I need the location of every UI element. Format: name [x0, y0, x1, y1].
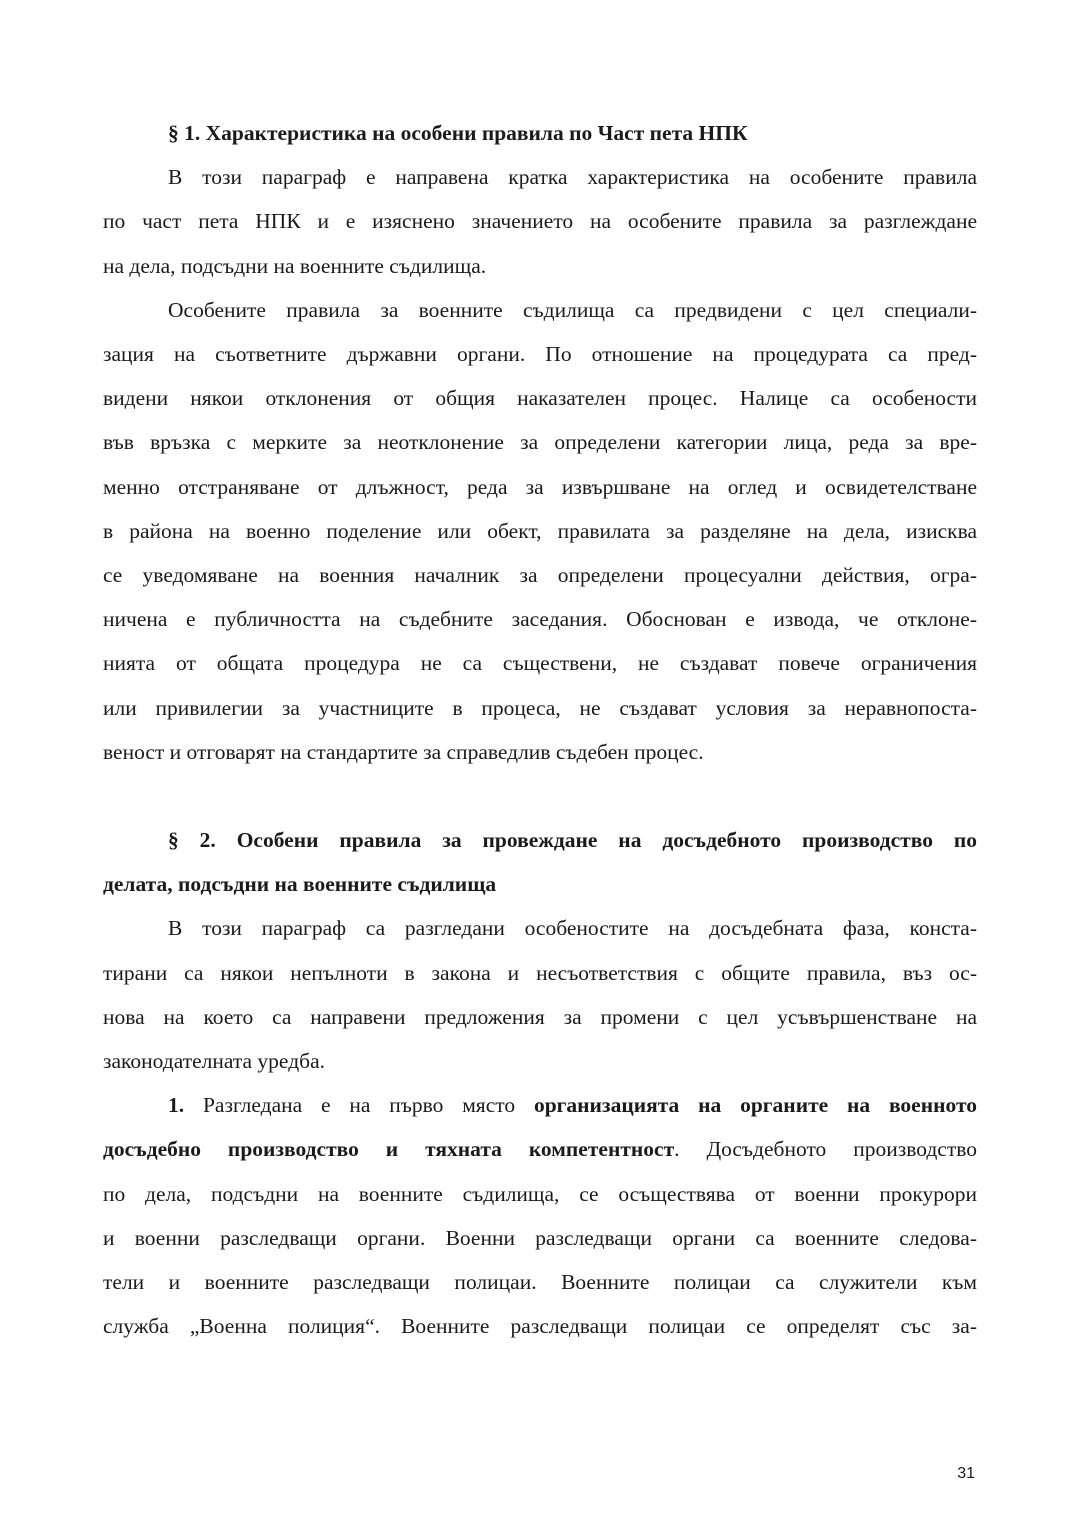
text-line: [103, 1083, 977, 1127]
text-line: ничена е публичността на съдебните заседания. Обоснован е извода, че отклоне-: [103, 607, 977, 632]
document-page: [103, 111, 977, 1348]
section-2-paragraph-2: [103, 1083, 977, 1348]
text-line: нова на което са направени предложения за промени с цел усъвършенстване на: [103, 1004, 977, 1029]
bold-phrase: досъдебно производство и тяхната компетентност: [103, 1137, 675, 1162]
text-line: на дела, подсъдни на военните съдилища.: [103, 253, 487, 278]
text-line: зация на съответните държавни органи. По отношение на процедурата са пред-: [103, 342, 977, 367]
text-line: нията от общата процедура не са съществени, не създават повече ограничения: [103, 651, 977, 676]
section-1-heading: § 1. Характеристика на особени правила по Част пета НПК: [168, 121, 748, 145]
section-1-paragraph-2: [103, 288, 977, 774]
item-number: 1.: [168, 1093, 185, 1118]
text-line: тели и военните разследващи полицаи. Военните полицаи са служители към: [103, 1270, 977, 1295]
text-line: по дела, подсъдни на военните съдилища, се осъществява от военни прокурори: [103, 1181, 977, 1206]
heading-line: делата, подсъдни на военните съдилища: [103, 872, 497, 897]
text-line: служба „Военна полиция“. Военните разследващи полицаи се определят със за-: [103, 1314, 977, 1339]
text-line: В този параграф е направена кратка характеристика на особените правила: [168, 165, 977, 190]
text-line: или привилегии за участниците в процеса, не създават условия за неравнопоста-: [103, 695, 977, 720]
text-line: тирани са някои непълноти в закона и несъответствия с общите правила, въз ос-: [103, 960, 977, 985]
text-line: веност и отговарят на стандартите за справедлив съдебен процес.: [103, 739, 704, 764]
text-line: в района на военно поделение или обект, правилата за разделяне на дела, изисква: [103, 518, 977, 543]
text-line: Особените правила за военните съдилища са предвидени с цел специали-: [168, 297, 977, 322]
text-line: видени някои отклонения от общия наказателен процес. Налице са особености: [103, 386, 977, 411]
text-line: менно отстраняване от длъжност, реда за извършване на оглед и освидетелстване: [103, 474, 977, 499]
text-line: и военни разследващи органи. Военни разследващи органи са военните следова-: [103, 1225, 977, 1250]
text-line: по част пета НПК и е изяснено значението на особените правила за разглеждане: [103, 209, 977, 234]
text-line: във връзка с мерките за неотклонение за определени категории лица, реда за вре-: [103, 430, 977, 455]
section-1-paragraph-1: [103, 155, 977, 288]
text-run: . Досъдебното производство: [674, 1137, 978, 1162]
text-line: В този параграф са разгледани особеностите на досъдебната фаза, конста-: [168, 916, 977, 941]
section-spacer: [103, 774, 977, 818]
section-2-heading: [103, 818, 977, 906]
heading-line: § 2. Особени правила за провеждане на досъдебното производство по: [168, 828, 977, 853]
bold-phrase: организацията на органите на военното: [533, 1093, 977, 1118]
text-line: законодателната уредба.: [103, 1049, 325, 1074]
text-line: се уведомяване на военния началник за определени процесуални действия, огра-: [103, 563, 977, 588]
text-line: [103, 1127, 977, 1171]
section-2-paragraph-1: [103, 906, 977, 1083]
page-number: 31: [957, 1465, 975, 1482]
item-intro: Разгледана е на първо място: [184, 1093, 534, 1118]
